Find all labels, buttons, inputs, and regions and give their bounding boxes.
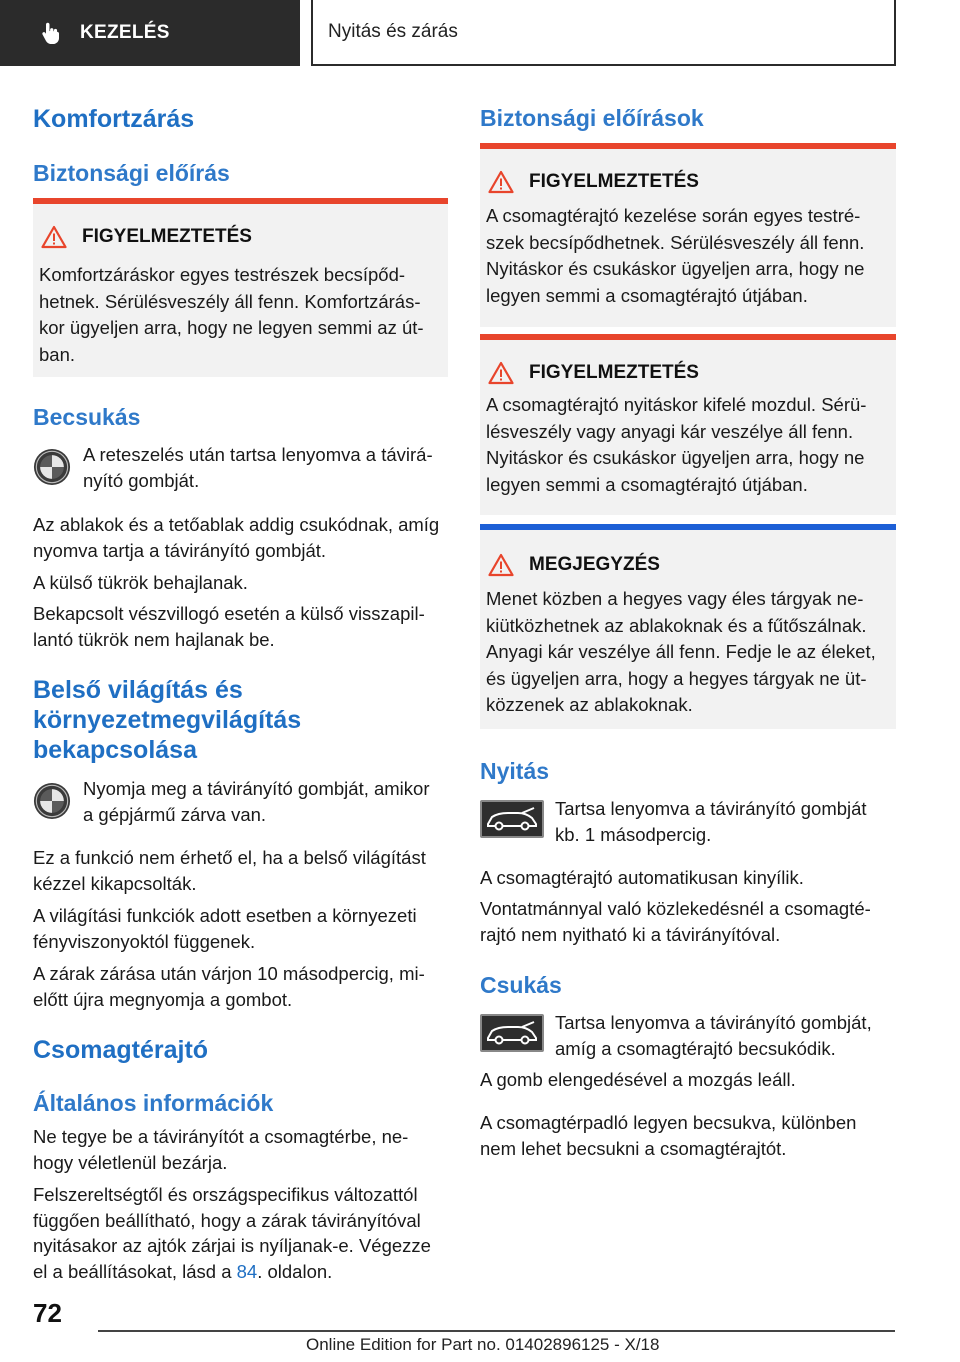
bmw-logo-icon — [33, 782, 71, 820]
text-line: A világítási funkciók adott esetben a környezeti — [33, 905, 417, 926]
text-line: Tartsa lenyomva a távirányító gombját, — [555, 1012, 872, 1033]
csukas-paragraph-2 — [480, 1110, 896, 1161]
altalanos-paragraph-1 — [33, 1124, 448, 1175]
bmw-logo-icon — [33, 448, 71, 486]
hand-pointer-icon — [38, 20, 64, 46]
note-line: Anyagi kár veszélye áll fenn. Fedje le az éleket, — [486, 641, 876, 662]
warning-line: szek becsípődhetnek. Sérülésveszély áll fenn. — [486, 231, 865, 253]
belso-paragraph-3 — [33, 961, 448, 1012]
text-line: Bekapcsolt vészvillogó esetén a külső visszapil- — [33, 603, 425, 624]
note-line: közzenek az ablakoknak. — [486, 694, 693, 715]
text-line: függően beállítható, hogy a zárak távirányítóval — [33, 1209, 421, 1231]
text-line: előtt újra megnyomja a gombot. — [33, 988, 293, 1010]
warning-label: FIGYELMEZTETÉS — [82, 226, 252, 247]
warning-line: ban. — [39, 343, 76, 365]
heading-biztonsagi-eloirasok: Biztonsági előírások — [480, 105, 704, 131]
text-line: kb. 1 másodpercig. — [555, 823, 712, 845]
text-line: A csomagtérpadló legyen becsukva, különben — [480, 1112, 857, 1133]
section-tab — [0, 0, 300, 66]
warning-box-nyitas — [480, 334, 896, 515]
warning-title — [488, 361, 699, 385]
text-line: kézzel kikapcsolták. — [33, 872, 197, 894]
nyitas-paragraph-2 — [480, 896, 896, 947]
heading-altalanos-informaciok: Általános információk — [33, 1090, 274, 1116]
warning-line: legyen semmi a csomagtérajtó útjában. — [486, 284, 808, 306]
warning-box-komfort — [33, 198, 448, 377]
heading-line: környezetmegvilágítás — [33, 706, 302, 734]
text-line: Felszereltségtől és országspecifikus változattól — [33, 1184, 418, 1205]
trunk-key-icon — [480, 1014, 544, 1052]
text-line: amíg a csomagtérajtó becsukódik. — [555, 1037, 836, 1059]
warning-line: kor ügyeljen arra, hogy ne legyen semmi az út- — [39, 317, 424, 338]
warning-line: A csomagtérajtó kezelése során egyes testré- — [486, 205, 861, 226]
warning-line: lésveszély vagy anyagi kár veszélye áll fenn. — [486, 420, 854, 442]
heading-csomagterajto: Csomagtérajtó — [33, 1036, 209, 1064]
note-bar — [480, 524, 896, 530]
text-line: fényviszonyoktól függenek. — [33, 930, 256, 952]
nyitas-paragraph-1: A csomagtérajtó automatikusan kinyílik. — [480, 867, 804, 888]
note-text — [486, 586, 892, 719]
warning-bar — [480, 143, 896, 149]
warning-text — [486, 203, 892, 309]
becsukas-instruction — [83, 442, 448, 493]
note-title — [488, 553, 660, 577]
warning-text — [486, 392, 892, 498]
text-span: el a beállításokat, lásd a — [33, 1260, 237, 1282]
text-line: hogy véletlenül bezárja. — [33, 1151, 228, 1173]
heading-line: bekapcsolása — [33, 736, 197, 764]
section-label: KEZELÉS — [80, 22, 170, 43]
note-label: MEGJEGYZÉS — [529, 554, 660, 575]
text-line — [33, 1259, 448, 1285]
text-line: Nyomja meg a távirányító gombját, amikor — [83, 778, 430, 799]
footer-rule — [98, 1330, 895, 1332]
warning-line: A csomagtérajtó nyitáskor kifelé mozdul. Sérü- — [486, 394, 867, 415]
text-line: Tartsa lenyomva a távirányító gombját — [555, 798, 867, 819]
warning-triangle-icon — [488, 170, 514, 194]
text-line: a gépjármű zárva van. — [83, 803, 267, 825]
page-reference-link[interactable]: 84 — [236, 1260, 258, 1282]
heading-komfortzaras: Komfortzárás — [33, 105, 195, 133]
becsukas-paragraph-3 — [33, 601, 448, 652]
belso-paragraph-1 — [33, 845, 448, 896]
altalanos-paragraph-2 — [33, 1182, 448, 1284]
warning-bar — [33, 198, 448, 204]
text-line: A reteszelés után tartsa lenyomva a távirá- — [83, 444, 433, 465]
heading-csukas: Csukás — [480, 972, 562, 998]
text-line: Az ablakok és a tetőablak addig csukódnak, amíg — [33, 514, 440, 535]
warning-label: FIGYELMEZTETÉS — [529, 362, 699, 383]
chapter-title: Nyitás és zárás — [311, 0, 896, 66]
warning-triangle-icon — [488, 361, 514, 385]
warning-text — [39, 262, 444, 368]
becsukas-paragraph-1 — [33, 512, 448, 563]
warning-line: Nyitáskor és csukáskor ügyeljen arra, hogy ne — [486, 447, 865, 468]
text-line: nyító gombját. — [83, 469, 200, 491]
text-line: rajtó nem nyitható ki a távirányítóval. — [480, 923, 781, 945]
footer-edition: Online Edition for Part no. 01402896125 - X/18 — [306, 1335, 660, 1354]
warning-title — [488, 170, 699, 194]
text-line: nem lehet becsukni a csomagtérajtót. — [480, 1137, 787, 1159]
note-box — [480, 524, 896, 729]
text-line: A zárak zárása után várjon 10 másodpercig, mi- — [33, 963, 425, 984]
warning-line: hetnek. Sérülésveszély áll fenn. Komfortzárás- — [39, 290, 421, 312]
text-line: Ez a funkció nem érhető el, ha a belső világítást — [33, 847, 426, 868]
csukas-paragraph-1: A gomb elengedésével a mozgás leáll. — [480, 1069, 796, 1090]
text-line: Ne tegye be a távirányítót a csomagtérbe, ne- — [33, 1126, 409, 1147]
heading-belso-vilagitas — [33, 675, 301, 765]
note-line: kiütközhetnek az ablakoknak és a fűtőszálnak. — [486, 614, 867, 636]
warning-triangle-icon — [488, 553, 514, 577]
warning-box-kezeles — [480, 143, 896, 327]
warning-bar — [480, 334, 896, 340]
text-line: lantó tükrök nem hajlanak be. — [33, 628, 275, 650]
page-header — [0, 0, 960, 66]
note-line: és ügyeljen arra, hogy a hegyes tárgyak ne üt- — [486, 667, 867, 689]
car-trunk-glyph — [482, 1016, 542, 1050]
warning-triangle-icon — [41, 225, 67, 249]
belso-paragraph-2 — [33, 903, 448, 954]
text-line: nyomva tartja a távirányító gombját. — [33, 539, 327, 561]
becsukas-paragraph-2: A külső tükrök behajlanak. — [33, 572, 248, 593]
text-span: . oldalon. — [257, 1260, 333, 1282]
warning-line: Nyitáskor és csukáskor ügyeljen arra, hogy ne — [486, 258, 865, 279]
warning-title — [41, 225, 252, 249]
text-line: nyitásakor az ajtók zárjai is nyíljanak-e. Végezze — [33, 1235, 431, 1256]
nyitas-instruction — [555, 796, 896, 847]
csukas-instruction — [555, 1010, 896, 1061]
heading-line: Belső világítás és — [33, 676, 243, 704]
page-number: 72 — [33, 1298, 62, 1328]
warning-line: Komfortzáráskor egyes testrészek becsípőd- — [39, 264, 406, 285]
warning-label: FIGYELMEZTETÉS — [529, 171, 699, 192]
note-line: Menet közben a hegyes vagy éles tárgyak ne- — [486, 588, 864, 609]
warning-line: legyen semmi a csomagtérajtó útjában. — [486, 473, 808, 495]
belso-instruction — [83, 776, 448, 827]
heading-becsukas: Becsukás — [33, 404, 141, 430]
text-line: Vontatmánnyal való közlekedésnél a csomagté- — [480, 898, 871, 919]
trunk-key-icon — [480, 800, 544, 838]
car-trunk-glyph — [482, 802, 542, 836]
heading-biztonsagi-eloiras: Biztonsági előírás — [33, 160, 230, 186]
heading-nyitas: Nyitás — [480, 758, 550, 784]
